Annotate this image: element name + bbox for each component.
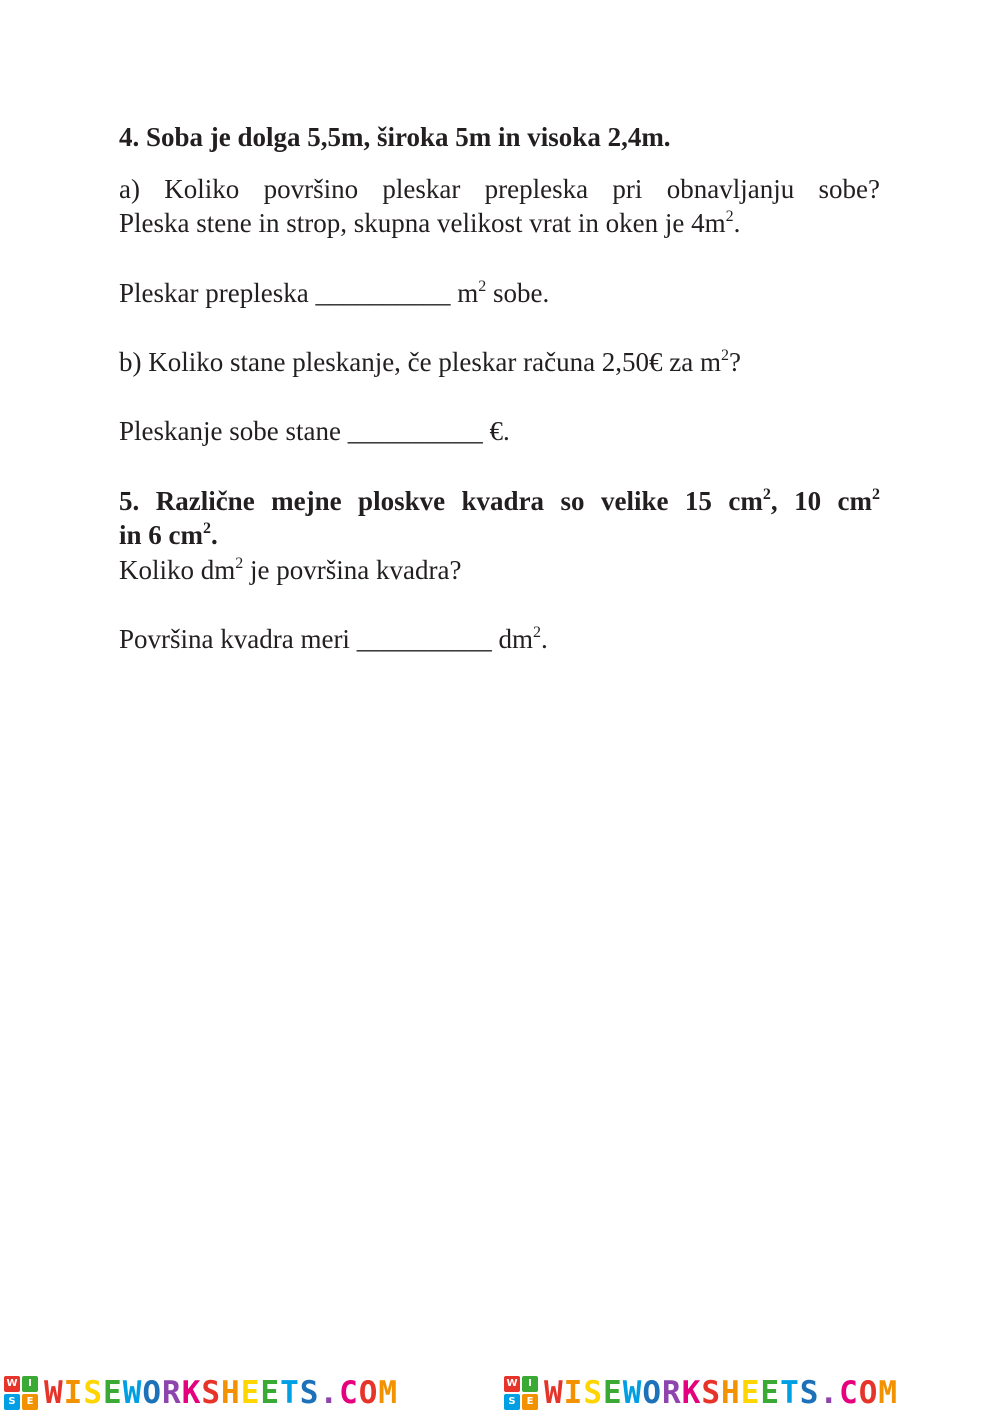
q5-title-text: 5. Različne mejne ploskve kvadra so velike 15 cm <box>119 486 763 516</box>
watermark-letter: R <box>162 1374 182 1411</box>
logo-letter: S <box>504 1394 520 1410</box>
watermark-letter: E <box>740 1374 761 1411</box>
watermark-letter: M <box>378 1374 399 1411</box>
q4-b-answer-blank[interactable]: __________ <box>347 416 483 446</box>
logo-letter: I <box>22 1376 38 1392</box>
watermark-letter: M <box>878 1374 899 1411</box>
watermark-letter: E <box>603 1374 623 1411</box>
q5-title-mid: , 10 cm <box>770 486 872 516</box>
watermark-text <box>44 1375 398 1411</box>
q5-question-text: Koliko dm <box>119 555 236 585</box>
superscript: 2 <box>721 347 730 364</box>
q5-answer-suffix: . <box>540 624 548 654</box>
watermark-letter: E <box>260 1374 281 1411</box>
wise-logo-icon <box>4 1376 38 1410</box>
watermark-letter: . <box>319 1374 340 1411</box>
watermark-group <box>4 1372 398 1413</box>
watermark-letter: W <box>544 1374 564 1411</box>
watermark-letter: C <box>339 1374 359 1411</box>
watermark-letter: T <box>780 1374 800 1411</box>
watermark-letter: S <box>583 1374 604 1411</box>
q4-b-answer-label: Pleskanje sobe stane <box>119 416 348 446</box>
watermark-letter: I <box>563 1374 584 1411</box>
q4-a-answer-unit: m <box>450 278 479 308</box>
q4-a-line2-end: . <box>733 208 741 238</box>
watermark-letter: H <box>221 1374 241 1411</box>
logo-letter: E <box>522 1394 538 1410</box>
q4-b-question-text: b) Koliko stane pleskanje, če pleskar računa 2,50€ za m <box>119 347 722 377</box>
logo-letter: S <box>4 1394 20 1410</box>
q4-a-question-line1: a) Koliko površino pleskar prepleska pri obnavljanju sobe? <box>119 174 880 204</box>
watermark-letter: O <box>642 1374 663 1411</box>
superscript: 2 <box>725 208 734 225</box>
q5-title-line2 <box>119 518 218 552</box>
superscript: 2 <box>478 278 487 295</box>
watermark-letter: O <box>358 1374 379 1411</box>
watermark-letter: K <box>681 1374 702 1411</box>
watermark-letter: S <box>299 1374 320 1411</box>
watermark-group <box>504 1372 898 1413</box>
q4-b-answer-suffix: €. <box>482 416 510 446</box>
q5-answer-unit: dm <box>491 624 533 654</box>
q5-question <box>119 553 461 587</box>
q5-answer-line <box>119 622 548 656</box>
watermark-letter: I <box>63 1374 84 1411</box>
watermark-letter: E <box>103 1374 123 1411</box>
watermark-letter: W <box>44 1374 64 1411</box>
watermark-letter: S <box>799 1374 820 1411</box>
q4-a-answer-line <box>119 276 549 310</box>
q5-question-end: je površina kvadra? <box>243 555 462 585</box>
q4-a-line2-text: Pleska stene in strop, skupna velikost vrat in oken je 4m <box>119 208 726 238</box>
q5-title-line2-end: . <box>211 520 218 550</box>
q4-a-question-line2 <box>119 206 740 240</box>
q5-answer-label: Površina kvadra meri <box>119 624 357 654</box>
q5-answer-blank[interactable]: __________ <box>356 624 492 654</box>
watermark-letter: T <box>280 1374 300 1411</box>
superscript: 2 <box>203 520 211 537</box>
q4-a-answer-suffix: sobe. <box>486 278 550 308</box>
q4-a-answer-blank[interactable]: __________ <box>315 278 451 308</box>
watermark-letter: S <box>201 1374 222 1411</box>
watermark-letter: C <box>839 1374 859 1411</box>
watermark-letter: R <box>662 1374 682 1411</box>
wise-logo-icon <box>504 1376 538 1410</box>
watermark-letter: W <box>122 1374 143 1411</box>
q5-title-line1 <box>119 484 880 518</box>
q4-a-answer-label: Pleskar prepleska <box>119 278 316 308</box>
superscript: 2 <box>762 486 771 503</box>
q5-title-line2-text: in 6 cm <box>119 520 203 550</box>
watermark-letter: O <box>858 1374 879 1411</box>
logo-letter: W <box>4 1376 20 1392</box>
superscript: 2 <box>872 486 880 503</box>
watermark-letter: K <box>181 1374 202 1411</box>
watermark-letter: W <box>622 1374 643 1411</box>
footer-watermark <box>0 1372 1000 1413</box>
watermark-letter: E <box>240 1374 261 1411</box>
watermark-letter: . <box>819 1374 840 1411</box>
q4-title: 4. Soba je dolga 5,5m, široka 5m in visoka 2,4m. <box>119 122 671 152</box>
watermark-text <box>544 1375 898 1411</box>
q4-b-question-end: ? <box>729 347 742 377</box>
logo-letter: E <box>22 1394 38 1410</box>
superscript: 2 <box>532 624 541 641</box>
watermark-letter: E <box>760 1374 781 1411</box>
q4-b-question <box>119 345 741 379</box>
watermark-letter: O <box>142 1374 163 1411</box>
watermark-letter: S <box>83 1374 104 1411</box>
logo-letter: W <box>504 1376 520 1392</box>
watermark-letter: H <box>721 1374 741 1411</box>
logo-letter: I <box>522 1376 538 1392</box>
superscript: 2 <box>235 555 244 572</box>
watermark-letter: S <box>701 1374 722 1411</box>
q4-b-answer-line <box>119 414 510 448</box>
